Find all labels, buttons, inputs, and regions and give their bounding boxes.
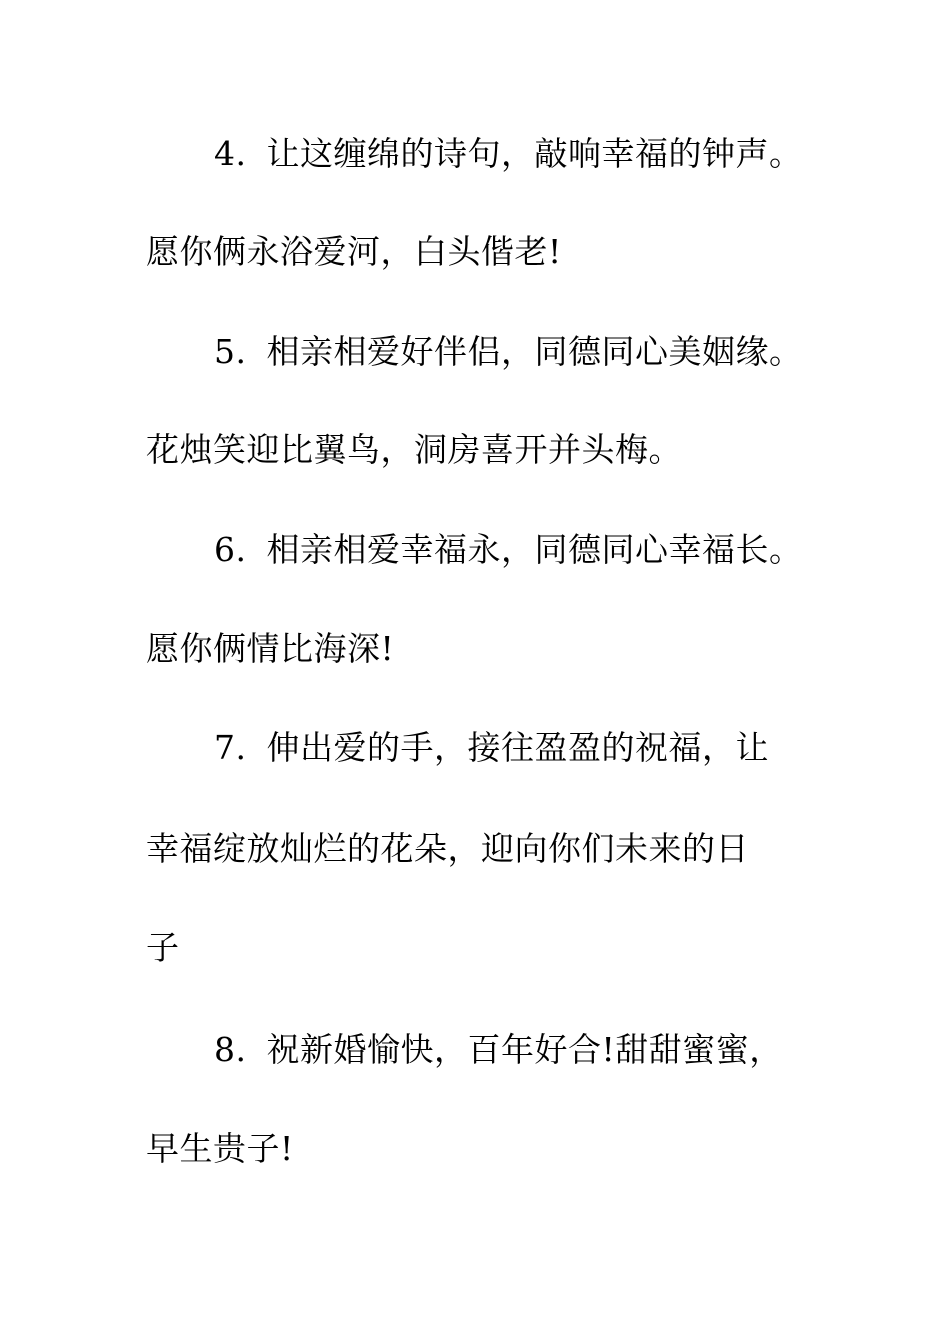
item-7-line-3: 子 bbox=[146, 928, 180, 967]
item-5-line-2: 花烛笑迎比翼鸟，洞房喜开并头梅。 bbox=[146, 430, 682, 469]
item-6-line-1 bbox=[214, 530, 803, 570]
item-4-text-1: 让这缠绵的诗句，敲响幸福的钟声。 bbox=[266, 134, 803, 173]
item-6-text-1: 相亲相爱幸福永，同德同心幸福长。 bbox=[266, 530, 803, 569]
item-6-line-2: 愿你俩情比海深! bbox=[146, 629, 395, 668]
item-7-number: 7. bbox=[214, 728, 247, 767]
item-8-text-1: 祝新婚愉快，百年好合!甜甜蜜蜜， bbox=[266, 1030, 783, 1069]
item-8-line-2: 早生贵子! bbox=[146, 1129, 294, 1168]
item-5-number: 5. bbox=[214, 332, 247, 371]
item-4-number: 4. bbox=[214, 134, 247, 173]
item-7-text-1: 伸出爱的手，接往盈盈的祝福，让 bbox=[266, 728, 769, 767]
item-6-number: 6. bbox=[214, 530, 247, 569]
item-7-line-2: 幸福绽放灿烂的花朵，迎向你们未来的日 bbox=[146, 829, 749, 868]
item-4-line-2: 愿你俩永浴爱河，白头偕老! bbox=[146, 232, 562, 271]
item-5-text-1: 相亲相爱好伴侣，同德同心美姻缘。 bbox=[266, 332, 803, 371]
item-8-line-1 bbox=[214, 1030, 783, 1070]
item-7-line-1 bbox=[214, 728, 769, 768]
item-8-number: 8. bbox=[214, 1030, 247, 1069]
item-5-line-1 bbox=[214, 332, 803, 372]
item-4-line-1 bbox=[214, 134, 803, 174]
